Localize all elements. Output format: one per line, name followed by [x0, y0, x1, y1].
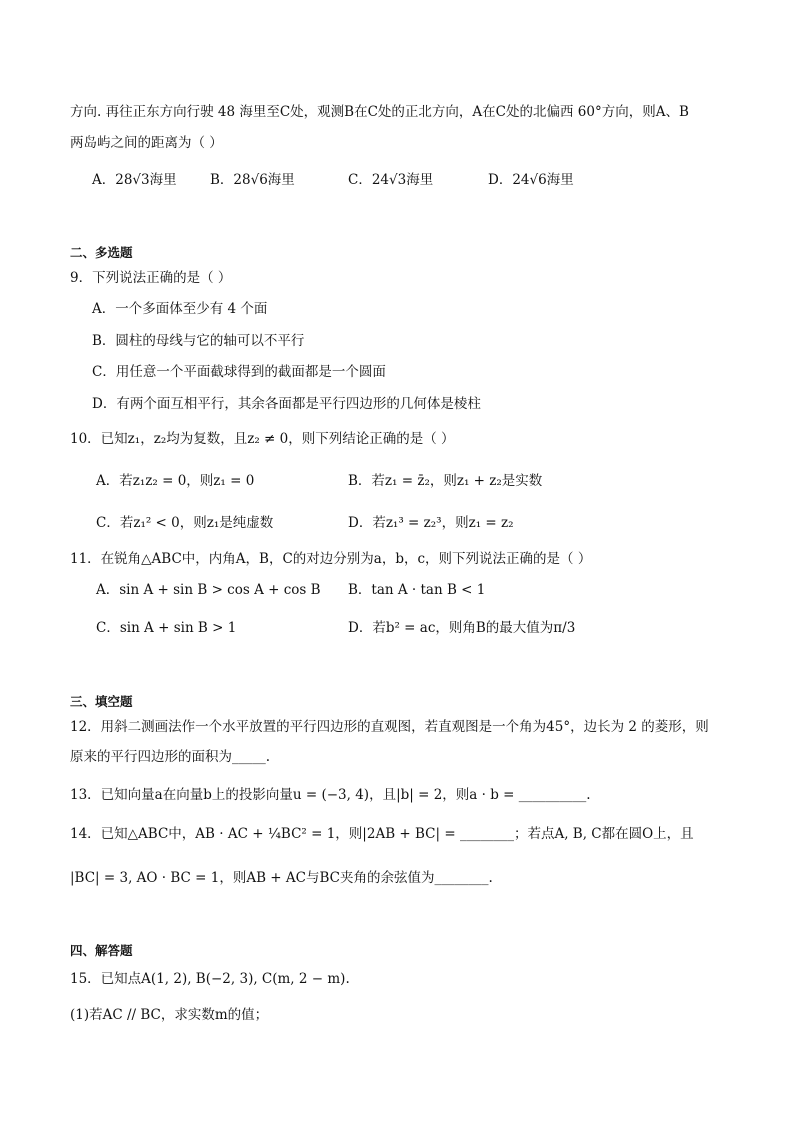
q8-option-a: A．28√3海里 — [92, 172, 177, 188]
q9-option-b: B．圆柱的母线与它的轴可以不平行 — [92, 333, 305, 349]
q14-line1: 14．已知△ABC中，AB · AC + ¼BC² = 1，则|2AB + BC| = ________；若点A, B, C都在圆O上，且 — [70, 826, 694, 842]
q15-part1: (1)若AC // BC，求实数m的值； — [70, 1007, 269, 1023]
q8-option-d: D．24√6海里 — [488, 172, 574, 188]
q12-line1: 12．用斜二测画法作一个水平放置的平行四边形的直观图，若直观图是一个角为45°，边长为 2 的菱形，则 — [70, 719, 709, 735]
q14-line2: |BC| = 3, AO · BC = 1，则AB + AC与BC夹角的余弦值为________. — [70, 870, 493, 886]
section4-title: 四、解答题 — [70, 943, 133, 958]
q13-stem: 13．已知向量a在向量b上的投影向量u = (−3, 4)，且|b| = 2，则a · b = __________. — [70, 787, 591, 803]
q10-option-a: A．若z₁z₂ = 0，则z₁ = 0 — [96, 473, 255, 489]
q10-stem: 10．已知z₁，z₂均为复数，且z₂ ≠ 0，则下列结论正确的是（ ） — [70, 431, 455, 447]
q12-line2: 原来的平行四边形的面积为_____. — [70, 749, 271, 765]
q9-option-a: A．一个多面体至少有 4 个面 — [92, 301, 268, 317]
q11-option-a: A．sin A + sin B > cos A + cos B — [96, 582, 321, 598]
q11-stem: 11．在锐角△ABC中，内角A，B，C的对边分别为a，b，c，则下列说法正确的是（ ） — [70, 551, 592, 567]
q10-option-c: C．若z₁² < 0，则z₁是纯虚数 — [96, 515, 274, 531]
section2-title: 二、多选题 — [70, 245, 133, 260]
q8-line2: 两岛屿之间的距离为（ ） — [70, 135, 223, 151]
q10-option-b: B．若z₁ = z̄₂，则z₁ + z₂是实数 — [348, 473, 543, 489]
q11-option-d: D．若b² = ac，则角B的最大值为π/3 — [348, 620, 576, 636]
q8-option-b: B．28√6海里 — [210, 172, 295, 188]
q8-option-c: C．24√3海里 — [348, 172, 434, 188]
q10-option-d: D．若z₁³ = z₂³，则z₁ = z₂ — [348, 515, 514, 531]
section3-title: 三、填空题 — [70, 694, 133, 709]
q15-stem: 15．已知点A(1, 2), B(−2, 3), C(m, 2 − m). — [70, 971, 350, 987]
q11-option-b: B．tan A · tan B < 1 — [348, 582, 486, 598]
q9-option-d: D．有两个面互相平行，其余各面都是平行四边形的几何体是棱柱 — [92, 396, 481, 412]
q8-line1: 方向. 再往正东方向行驶 48 海里至C处，观测B在C处的正北方向，A在C处的北偏西 60°方向，则A、B — [70, 104, 689, 120]
q11-option-c: C．sin A + sin B > 1 — [96, 620, 237, 636]
q9-option-c: C．用任意一个平面截球得到的截面都是一个圆面 — [92, 364, 386, 380]
q9-stem: 9．下列说法正确的是（ ） — [70, 270, 232, 286]
